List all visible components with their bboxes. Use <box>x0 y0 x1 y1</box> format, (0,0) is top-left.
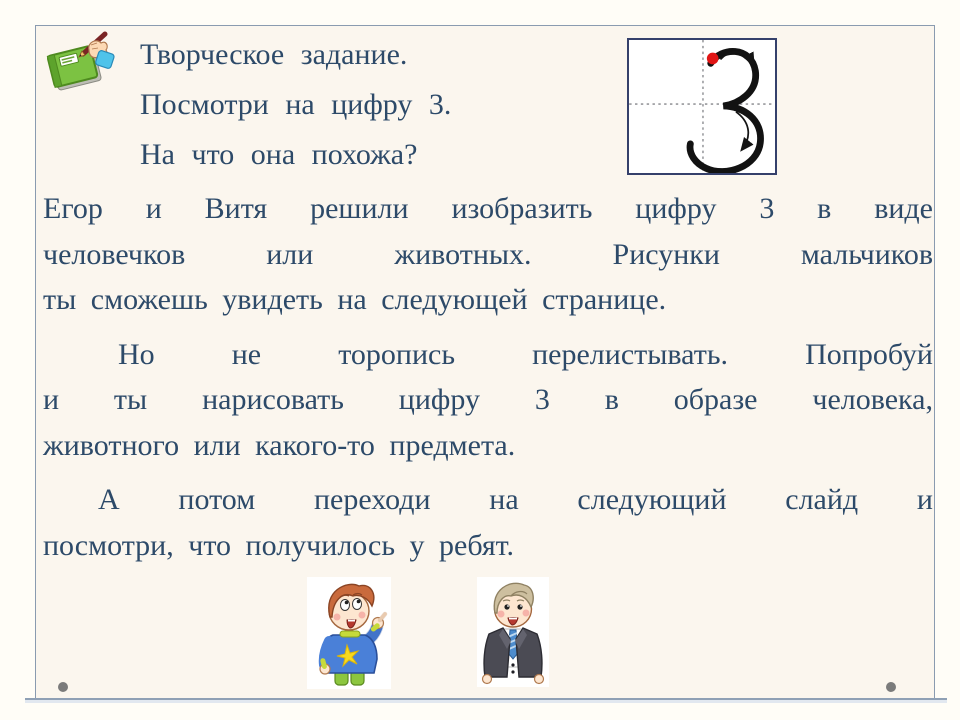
paragraph-2-line-1: Но не торопись перелистывать. Попробуй <box>118 337 933 371</box>
paragraph-3-line-2: посмотри, что получилось у ребят. <box>43 528 515 562</box>
paragraph-2 <box>43 332 933 469</box>
digit-3-stroke <box>690 51 761 171</box>
footer-dot-left <box>58 682 68 692</box>
paragraph-3 <box>43 477 933 568</box>
title-line-2: Посмотри на цифру 3. <box>140 88 452 121</box>
body-text <box>43 186 933 577</box>
paragraph-2-line-2: и ты нарисовать цифру 3 в образе человека, <box>43 383 933 416</box>
digit-3-writing-card <box>627 38 777 175</box>
title-block <box>140 30 620 180</box>
paragraph-3-line-1: А потом переходи на следующий слайд и <box>98 483 933 516</box>
stroke-direction-arrow-bottom <box>736 112 748 150</box>
paragraph-1-line-3: ты сможешь увидеть на следующей странице. <box>43 283 667 316</box>
paragraph-1-line-2: человечков или животных. Рисунки мальчиков <box>43 237 933 271</box>
title-line-3: На что она похожа? <box>140 138 418 171</box>
paragraph-1 <box>43 186 933 323</box>
footer-dot-right <box>886 682 896 692</box>
title-line-1: Творческое задание. <box>140 38 408 71</box>
notebook-with-pencil-icon <box>45 30 115 92</box>
paragraph-2-line-3: животного или какого-то предмета. <box>43 428 516 462</box>
stroke-start-dot <box>707 53 719 65</box>
boy-in-suit-illustration <box>477 577 549 687</box>
boy-pointing-up-illustration <box>307 577 391 689</box>
footer-rule-shadow <box>25 700 947 703</box>
paragraph-1-line-1: Егор и Витя решили изобразить цифру 3 в виде <box>43 192 933 225</box>
